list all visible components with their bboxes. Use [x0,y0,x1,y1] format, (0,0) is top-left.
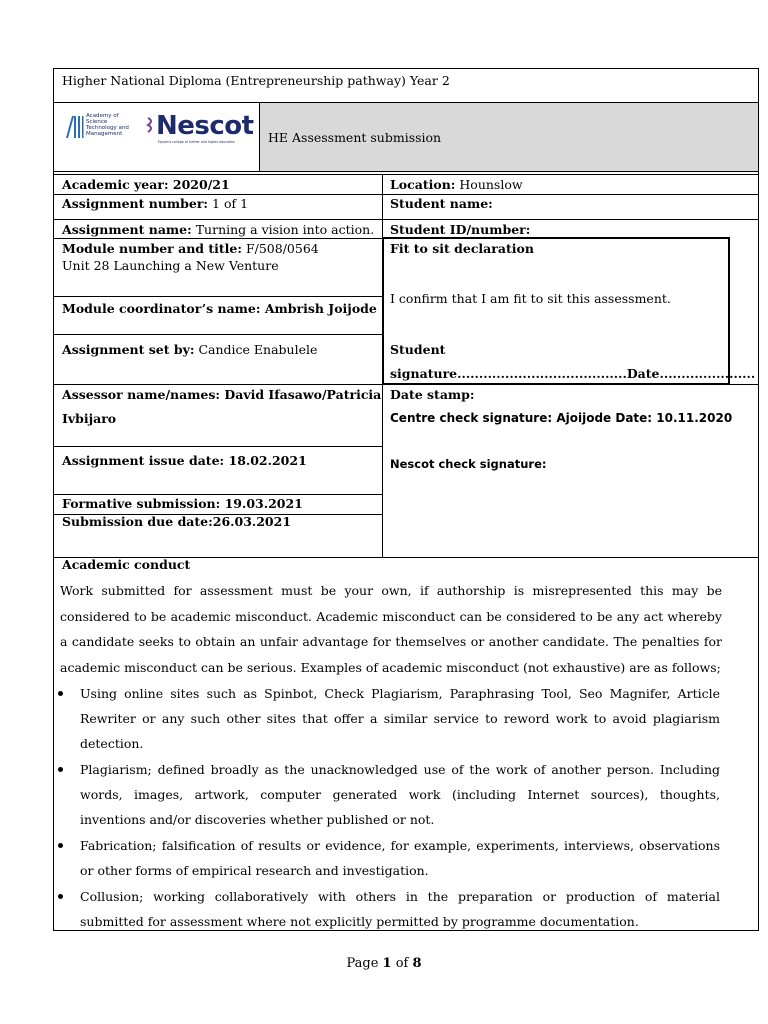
student-name-label: Student name: [390,196,493,211]
module-title: Unit 28 Launching a New Venture [62,258,279,273]
bullet-text: Fabrication; falsification of results or evidence, for example, experiments, interviews, observations or other forms of empirical research and investigation. [80,838,720,878]
student-signature-line: signature.......................................Date...................... [390,366,756,381]
bullet-text: Plagiarism; defined broadly as the unacknowledged use of the work of another person. Including words, images, artwork, computer generated work (including Internet sources), thoughts, inventions and/or discoveries whether published or not. [80,762,720,827]
list-item [80,757,720,832]
assignment-issue-date: Assignment issue date: 18.02.2021 [62,453,307,468]
bullet-text: Collusion; working collaboratively with others in the preparation or production of material submitted for assessment where not explicitly permitted by programme documentation. [80,889,720,929]
module-coordinator: Module coordinator’s name: Ambrish Joijode [62,301,377,316]
asm-logo-text: Academy of Science Technology and Management [86,113,129,137]
module-code: F/508/0564 [245,241,319,256]
assessor-names-line2: Ivbijaro [62,411,117,426]
fit-to-sit-statement: I confirm that I am fit to sit this assessment. [390,291,671,306]
student-signature-label: Student [390,342,446,357]
student-id-label: Student ID/number: [390,222,531,237]
list-item [80,833,720,883]
assignment-name-value: Turning a vision into action. [195,222,375,237]
nescot-logo-text: Nescot [156,111,254,141]
bullet-icon [58,894,63,899]
academic-year: Academic year: 2020/21 [62,177,230,192]
location [390,177,523,193]
page-number: Page 1 of 8 [346,956,422,971]
assignment-number-value: 1 of 1 [212,196,249,211]
bullet-icon [58,691,63,696]
centre-check-value: Ajoijode [556,411,612,425]
assignment-number [62,196,248,212]
centre-check-label: Centre check signature: [390,411,553,425]
set-by-label: Assignment set by: [62,342,195,357]
nescot-logo-subtitle: Epsom's college of further and higher education [158,140,235,144]
assignment-name-label: Assignment name: [62,222,192,237]
module-label: Module number and title: [62,241,242,256]
bullet-icon [58,767,63,772]
academic-conduct-intro: Work submitted for assessment must be your own, if authorship is misrepresented this may be considered to be academic misconduct. Academic misconduct can be considered to be any act whereby a candidate seeks to obtain an unfair advantage for themselves or another candidate. The penalties for academic misconduct can be serious. Examples of academic misconduct (not exhaustive) are as follows; [60,583,722,675]
set-by-value: Candice Enabulele [198,342,318,357]
formative-submission: Formative submission: 19.03.2021 [62,496,303,511]
location-label: Location: [390,177,456,192]
assignment-set-by [62,342,317,358]
submission-due-date: Submission due date:26.03.2021 [62,514,292,529]
location-value: Hounslow [459,177,523,192]
bullet-icon [58,843,63,848]
fit-to-sit-title: Fit to sit declaration [390,241,534,256]
assessor-names-line1: Assessor name/names: David Ifasawo/Patricia [62,387,382,402]
assignment-name [62,222,374,238]
list-item [80,884,720,934]
centre-check-date: Date: 10.11.2020 [615,411,733,425]
assignment-number-label: Assignment number: [62,196,209,211]
academic-conduct-heading: Academic conduct [62,557,191,572]
bullet-text: Using online sites such as Spinbot, Check Plagiarism, Paraphrasing Tool, Seo Magnifer, Article Rewriter or any such other sites that offer a similar service to reword work to avoid plagiarism detection. [80,686,720,751]
he-assessment-submission: HE Assessment submission [268,130,442,145]
centre-check-signature [390,410,732,426]
list-item [80,681,720,756]
nescot-check-signature: Nescot check signature: [390,457,547,471]
programme-title: Higher National Diploma (Entrepreneurship pathway) Year 2 [62,73,450,88]
date-stamp-label: Date stamp: [390,387,475,402]
module-number-title [62,241,319,257]
